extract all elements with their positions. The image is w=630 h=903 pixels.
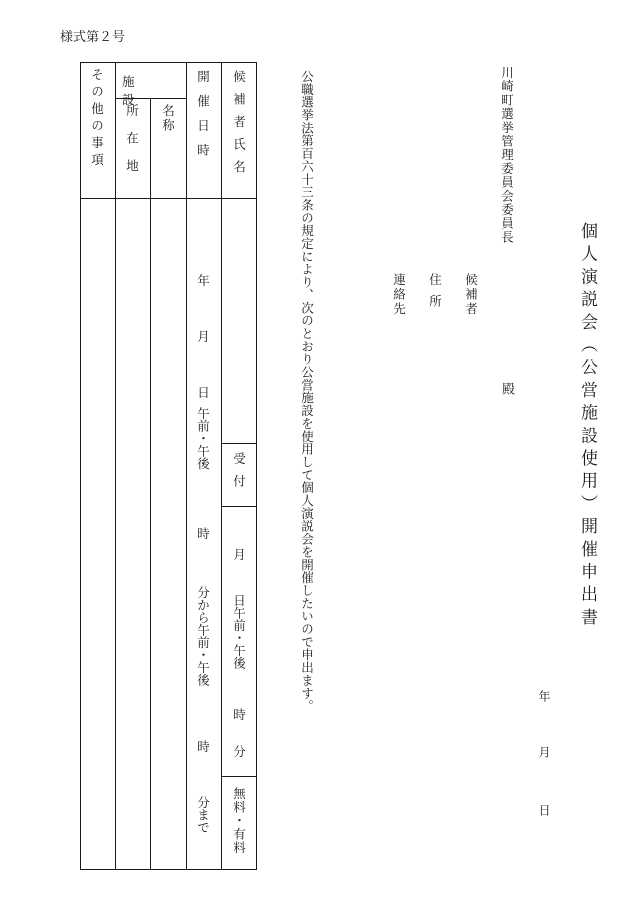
datetime-hour-start: 時 [195,527,211,540]
datetime-hour-end: 時 [195,740,211,753]
candidate-label: 候補者 [463,273,479,317]
receipt-hour: 時 [231,708,247,721]
address-label: 住所 [427,273,443,316]
datetime-header: 開催日時 [195,70,211,168]
receipt-month: 月 [231,548,247,561]
receipt-minute: 分 [231,745,247,758]
other-matters-header: その他の事項 [89,68,105,170]
datetime-year: 年 [195,274,211,287]
datetime-day: 日 [195,386,211,399]
receipt-header: 受付 [231,452,247,497]
fee-divider [221,776,257,777]
column-divider [150,98,151,870]
addressee: 川崎町選挙管理委員会委員長 [499,66,515,245]
candidate-name-header: 候補者氏名 [231,70,247,183]
honorific: 殿 [499,382,514,395]
receipt-divider [221,443,257,444]
facility-name-header: 名称 [160,104,176,133]
receipt-divider [221,506,257,507]
facility-header [122,72,180,108]
facility-address-header: 所在地 [124,104,140,187]
form-number: 様式第２号 [60,30,126,45]
date-year-label: 年 [537,690,551,702]
contact-label: 連絡先 [391,273,407,317]
body-text: 公職選挙法第百六十三条の規定により、次のとおり公営施設を使用して個人演説会を開催したいので申出ます。 [299,70,315,713]
datetime-month: 月 [195,330,211,343]
column-divider [221,62,222,870]
column-divider [186,62,187,870]
document-title: 個人演説会（公営施設使用）開催申出書 [577,222,597,631]
receipt-day: 日午前・午後 [231,594,247,669]
receipt-fee: 無料・有料 [231,787,247,855]
datetime-ampm-start: 午前・午後 [195,407,211,470]
header-row-divider [80,198,257,199]
date-day-label: 日 [537,804,551,816]
facility-header-text: 施設 [122,74,162,107]
datetime-minute-end: 分まで [195,796,211,834]
date-month-label: 月 [537,746,551,758]
application-table [80,62,257,870]
column-divider [115,62,116,870]
datetime-minute-start: 分から午前・午後 [195,586,211,686]
